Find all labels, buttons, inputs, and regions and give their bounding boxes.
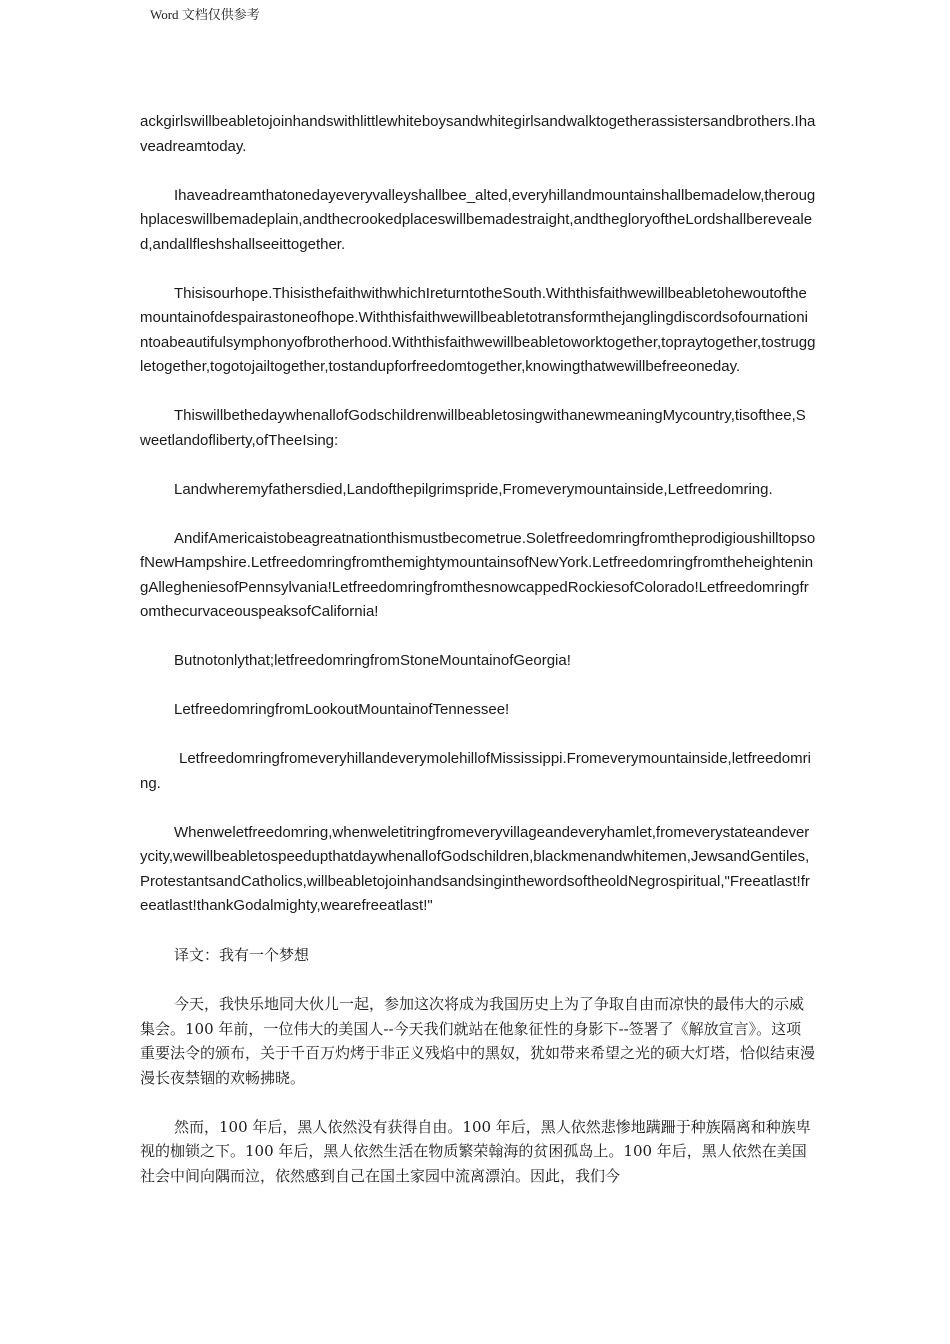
paragraph-2: Ihaveadreamthatonedayeveryvalleyshallbee_alted,everyhillandmountainshallbemadelow,theroughplaceswillbemadeplain,andthecrookedplaceswillbemadestraight,andthegloryoftheLordshallberevealed,andallfleshshallseeittogether. xyxy=(140,186,816,253)
paragraph-10: Whenweletfreedomring,whenweletitringfromeveryvillageandeveryhamlet,fromeverystateandeverycity,wewillbeabletospeedupthatdaywhenallofGodschildren,blackmenandwhitemen,JewsandGentiles,ProtestantsandCatholics,willbeabletojoinhandsandsinginthewordsoftheoldNegrospiritual,"Freeatlast!freeatlast!thankGodalmighty,wearefreeatlast!" xyxy=(140,823,810,914)
translation-paragraph-2: 然而，100 年后，黑人依然没有获得自由。100 年后，黑人依然悲惨地蹒跚于种族隔离和种族卑视的枷锁之下。100 年后，黑人依然生活在物质繁荣翰海的贫困孤岛上。100 年后，黑人依然在美国社会中间向隅而泣，依然感到自己在国土家园中流离漂泊。因此，我们今 xyxy=(140,1117,811,1185)
paragraph-8: LetfreedomringfromLookoutMountainofTennessee! xyxy=(174,701,510,718)
paragraph-9: LetfreedomringfromeveryhillandeverymolehillofMississippi.Fromeverymountainside,letfreedomring. xyxy=(140,750,811,792)
document-body xyxy=(140,110,816,1213)
translation-paragraph-1: 今天，我快乐地同大伙儿一起，参加这次将成为我国历史上为了争取自由而凉快的最伟大的示威集会。100 年前，一位伟大的美国人--今天我们就站在他象征性的身影下--签署了《解放宣言》。这项重要法令的颁布，关于千百万灼烤于非正义残焰中的黑奴，犹如带来希望之光的硕大灯塔，恰似结束漫漫长夜禁锢的欢畅拂晓。 xyxy=(140,995,816,1087)
paragraph-3: Thisisourhope.ThisisthefaithwithwhichIreturntotheSouth.Withthisfaithwewillbeabletohewoutofthemountainofdespairastoneofhope.Withthisfaithwewillbeabletotransformthejanglingdiscordsofournationintoabeautifulsymphonyofbrotherhood.Withthisfaithwewillbeabletoworktogether,topraytogether,tostruggletogether,togotojailtogether,tostandupforfreedomtogether,knowingthatwewillbefreeoneday. xyxy=(140,284,816,375)
paragraph-1: ackgirlswillbeabletojoinhandswithlittlewhiteboysandwhitegirlsandwalktogetherassistersandbrothers.Ihaveadreamtoday. xyxy=(140,113,816,155)
header-watermark: Word 文档仅供参考 xyxy=(150,7,260,22)
translation-heading: 译文：我有一个梦想 xyxy=(174,946,310,964)
paragraph-7: Butnotonlythat;letfreedomringfromStoneMountainofGeorgia! xyxy=(174,652,571,669)
paragraph-6: AndifAmericaistobeagreatnationthismustbecometrue.SoletfreedomringfromtheprodigioushilltopsofNewHampshire.LetfreedomringfromthemightymountainsofNewYork.LetfreedomringfromtheheighteningAllegheniesofPennsylvania!LetfreedomringfromthesnowcappedRockiesofColorado!LetfreedomringfromthecurvaceouspeaksofCalifornia! xyxy=(140,529,816,620)
paragraph-5: Landwheremyfathersdied,Landofthepilgrimspride,Fromeverymountainside,Letfreedomring. xyxy=(174,480,773,498)
paragraph-4: ThiswillbethedaywhenallofGodschildrenwillbeabletosingwithanewmeaningMycountry,tisofthee,Sweetlandofliberty,ofTheeIsing: xyxy=(140,407,806,449)
